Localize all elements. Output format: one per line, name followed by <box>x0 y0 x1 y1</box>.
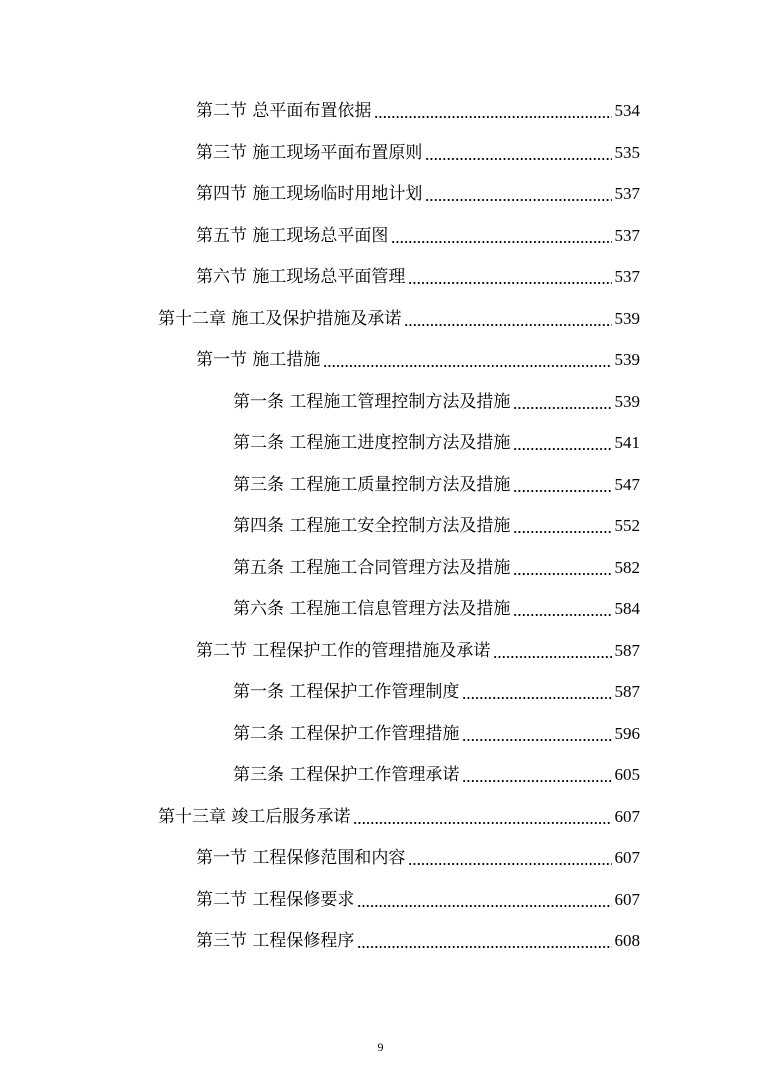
dot-leader <box>513 490 611 492</box>
page-number: 9 <box>377 1040 384 1054</box>
toc-entry <box>233 553 640 579</box>
toc-entry-page: 552 <box>614 516 640 535</box>
toc-entry-page: 607 <box>614 848 640 867</box>
dot-leader <box>513 614 611 616</box>
toc-entry-title: 第四条 工程施工安全控制方法及措施 <box>233 516 511 536</box>
toc-entry-page: 539 <box>614 350 640 369</box>
toc-entry <box>233 594 640 620</box>
dot-leader <box>513 407 611 409</box>
toc-entry <box>233 470 640 496</box>
toc-entry-page: 539 <box>614 309 640 328</box>
toc-entry-title: 第六节 施工现场总平面管理 <box>196 267 406 287</box>
dot-leader <box>425 158 611 160</box>
toc-entry <box>196 96 640 122</box>
toc-entry-page: 607 <box>614 890 640 909</box>
toc-entry-page: 584 <box>614 599 640 618</box>
dot-leader <box>357 946 611 948</box>
toc-entry <box>233 760 640 786</box>
dot-leader <box>513 448 611 450</box>
toc-entry <box>196 138 640 164</box>
toc-entry <box>233 719 640 745</box>
toc-entry <box>233 511 640 537</box>
dot-leader <box>462 739 611 741</box>
toc-entry-title: 第五节 施工现场总平面图 <box>196 226 389 246</box>
dot-leader <box>357 905 611 907</box>
toc-entry-title: 第十三章 竣工后服务承诺 <box>158 807 351 827</box>
toc-entry-page: 537 <box>614 226 640 245</box>
toc-entry-page: 587 <box>614 682 640 701</box>
dot-leader <box>462 697 611 699</box>
toc-entry-title: 第二节 工程保修要求 <box>196 890 355 910</box>
toc-entry <box>196 262 640 288</box>
toc-entry-title: 第三条 工程保护工作管理承诺 <box>233 765 460 785</box>
toc-entry-title: 第十二章 施工及保护措施及承诺 <box>158 309 402 329</box>
toc-entry <box>196 636 640 662</box>
toc-entry <box>196 885 640 911</box>
toc-entry-page: 539 <box>614 392 640 411</box>
toc-entry-title: 第三条 工程施工质量控制方法及措施 <box>233 475 511 495</box>
toc-entry-title: 第四节 施工现场临时用地计划 <box>196 184 423 204</box>
dot-leader <box>323 365 611 367</box>
toc-entry-page: 537 <box>614 267 640 286</box>
dot-leader <box>404 324 611 326</box>
toc-entry-title: 第五条 工程施工合同管理方法及措施 <box>233 558 511 578</box>
dot-leader <box>462 780 611 782</box>
toc-entry-page: 582 <box>614 558 640 577</box>
dot-leader <box>513 573 611 575</box>
toc-entry-page: 534 <box>614 101 640 120</box>
toc-entry-title: 第二条 工程保护工作管理措施 <box>233 724 460 744</box>
toc-entry <box>158 304 640 330</box>
toc-entry-title: 第二条 工程施工进度控制方法及措施 <box>233 433 511 453</box>
toc-entry-page: 547 <box>614 475 640 494</box>
dot-leader <box>493 656 611 658</box>
toc-entry <box>233 428 640 454</box>
toc-entry-page: 607 <box>614 807 640 826</box>
toc-entry <box>196 926 640 952</box>
dot-leader <box>374 116 611 118</box>
dot-leader <box>408 282 611 284</box>
toc-entry-page: 541 <box>614 433 640 452</box>
toc-entry-page: 535 <box>614 143 640 162</box>
toc-entry-page: 605 <box>614 765 640 784</box>
toc-entry <box>196 345 640 371</box>
dot-leader <box>391 241 611 243</box>
toc-entry <box>196 843 640 869</box>
dot-leader <box>513 531 611 533</box>
toc-entry-title: 第一条 工程施工管理控制方法及措施 <box>233 392 511 412</box>
toc-entry-title: 第一节 施工措施 <box>196 350 321 370</box>
toc-entry <box>196 221 640 247</box>
toc-entry-title: 第二节 工程保护工作的管理措施及承诺 <box>196 641 491 661</box>
toc-entry <box>233 387 640 413</box>
toc-entry-page: 587 <box>614 641 640 660</box>
dot-leader <box>353 822 611 824</box>
dot-leader <box>425 199 611 201</box>
toc-entry <box>158 802 640 828</box>
toc-entry <box>233 677 640 703</box>
dot-leader <box>408 863 611 865</box>
toc-entry-title: 第一节 工程保修范围和内容 <box>196 848 406 868</box>
toc-entry-title: 第二节 总平面布置依据 <box>196 101 372 121</box>
toc-entry-page: 596 <box>614 724 640 743</box>
toc-entry-page: 537 <box>614 184 640 203</box>
toc-entry-title: 第六条 工程施工信息管理方法及措施 <box>233 599 511 619</box>
toc-entry-title: 第一条 工程保护工作管理制度 <box>233 682 460 702</box>
toc-entry-title: 第三节 施工现场平面布置原则 <box>196 143 423 163</box>
toc-entry-title: 第三节 工程保修程序 <box>196 931 355 951</box>
toc-entry <box>196 179 640 205</box>
toc-entry-page: 608 <box>614 931 640 950</box>
